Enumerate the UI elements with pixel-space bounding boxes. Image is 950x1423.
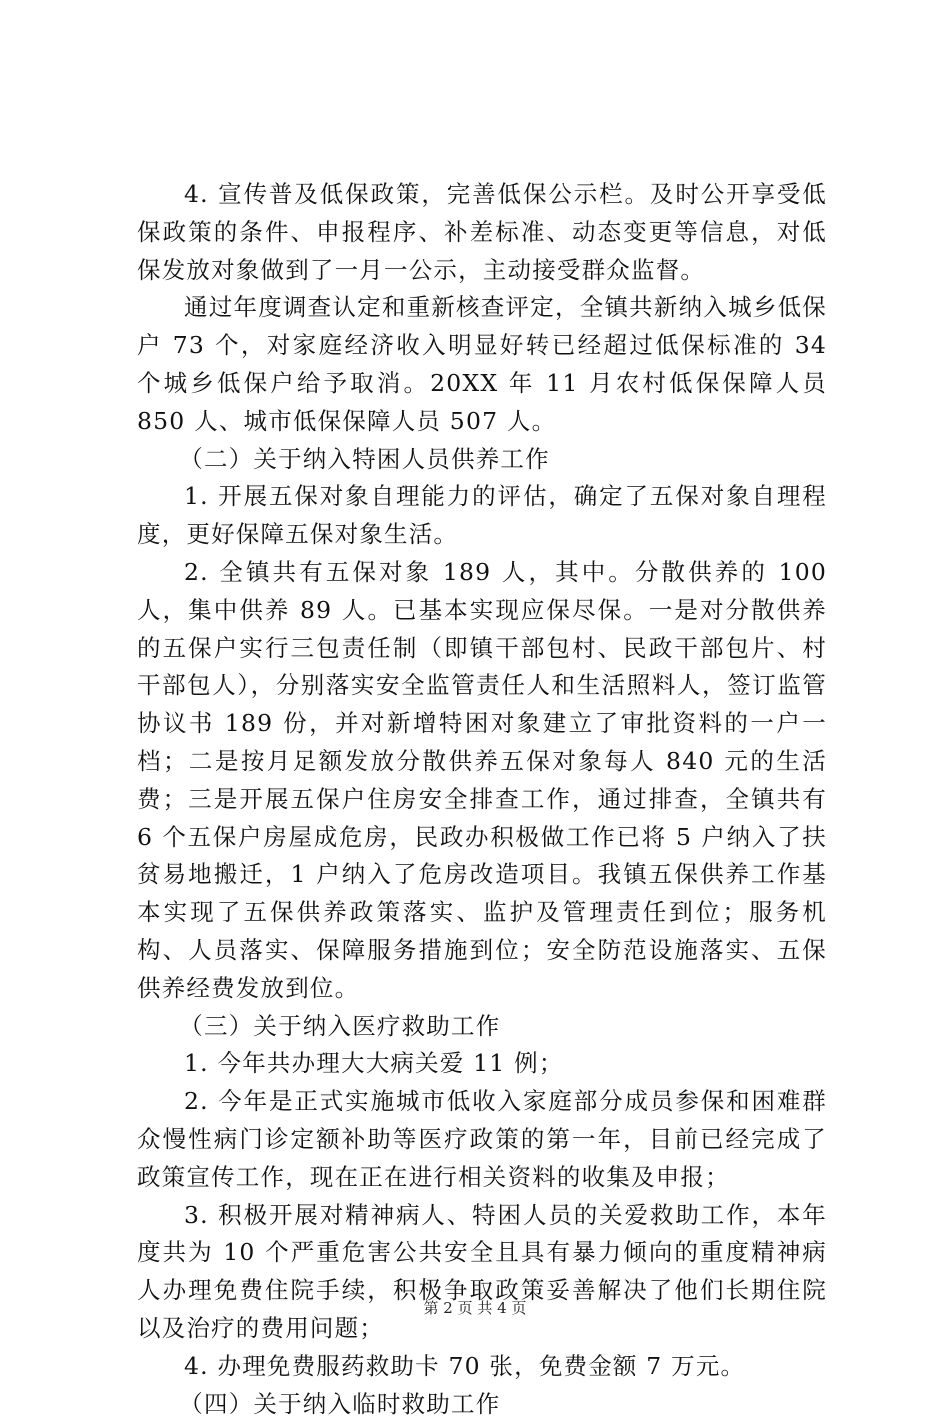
section-heading-4: （四）关于纳入临时救助工作 bbox=[137, 1386, 827, 1423]
paragraph-item-2-medical-policy: 2. 今年是正式实施城市低收入家庭部分成员参保和困难群众慢性病门诊定额补助等医疗政策的第一年，目前已经完成了政策宣传工作，现在正在进行相关资料的收集及申报； bbox=[137, 1083, 827, 1196]
paragraph-item-1-assessment: 1. 开展五保对象自理能力的评估，确定了五保对象自理程度，更好保障五保对象生活。 bbox=[137, 478, 827, 554]
paragraph-item-1-illness-care: 1. 今年共办理大大病关爱 11 例； bbox=[137, 1045, 827, 1083]
paragraph-item-3-mental-health: 3. 积极开展对精神病人、特困人员的关爱救助工作，本年度共为 10 个严重危害公共安全且具有暴力倾向的重度精神病人办理免费住院手续，积极争取政策妥善解决了他们长期住院以及治疗的费用问题； bbox=[137, 1197, 827, 1348]
paragraph-item-4-publicity: 4. 宣传普及低保政策，完善低保公示栏。及时公开享受低保政策的条件、申报程序、补差标准、动态变更等信息，对低保发放对象做到了一月一公示，主动接受群众监督。 bbox=[137, 176, 827, 289]
section-heading-2: （二）关于纳入特困人员供养工作 bbox=[137, 441, 827, 479]
paragraph-annual-review-summary: 通过年度调查认定和重新核查评定，全镇共新纳入城乡低保户 73 个，对家庭经济收入明显好转已经超过低保标准的 34 个城乡低保户给予取消。20XX 年 11 月农村低保保障人员 850 人、城市低保保障人员 507 人。 bbox=[137, 289, 827, 440]
section-heading-3: （三）关于纳入医疗救助工作 bbox=[137, 1008, 827, 1046]
paragraph-item-4-medicine-card: 4. 办理免费服药救助卡 70 张，免费金额 7 万元。 bbox=[137, 1348, 827, 1386]
document-body bbox=[137, 176, 827, 1423]
paragraph-item-2-five-guarantees: 2. 全镇共有五保对象 189 人，其中。分散供养的 100 人，集中供养 89 人。已基本实现应保尽保。一是对分散供养的五保户实行三包责任制（即镇干部包村、民政干部包片、村干部包人），分别落实安全监管责任人和生活照料人，签订监管协议书 189 份，并对新增特困对象建立了审批资料的一户一档；二是按月足额发放分散供养五保对象每人 840 元的生活费；三是开展五保户住房安全排查工作，通过排查，全镇共有 6 个五保户房屋成危房，民政办积极做工作已将 5 户纳入了扶贫易地搬迁，1 户纳入了危房改造项目。我镇五保供养工作基本实现了五保供养政策落实、监护及管理责任到位；服务机构、人员落实、保障服务措施到位；安全防范设施落实、五保供养经费发放到位。 bbox=[137, 554, 827, 1008]
page-number-footer: 第 2 页 共 4 页 bbox=[0, 1298, 950, 1318]
